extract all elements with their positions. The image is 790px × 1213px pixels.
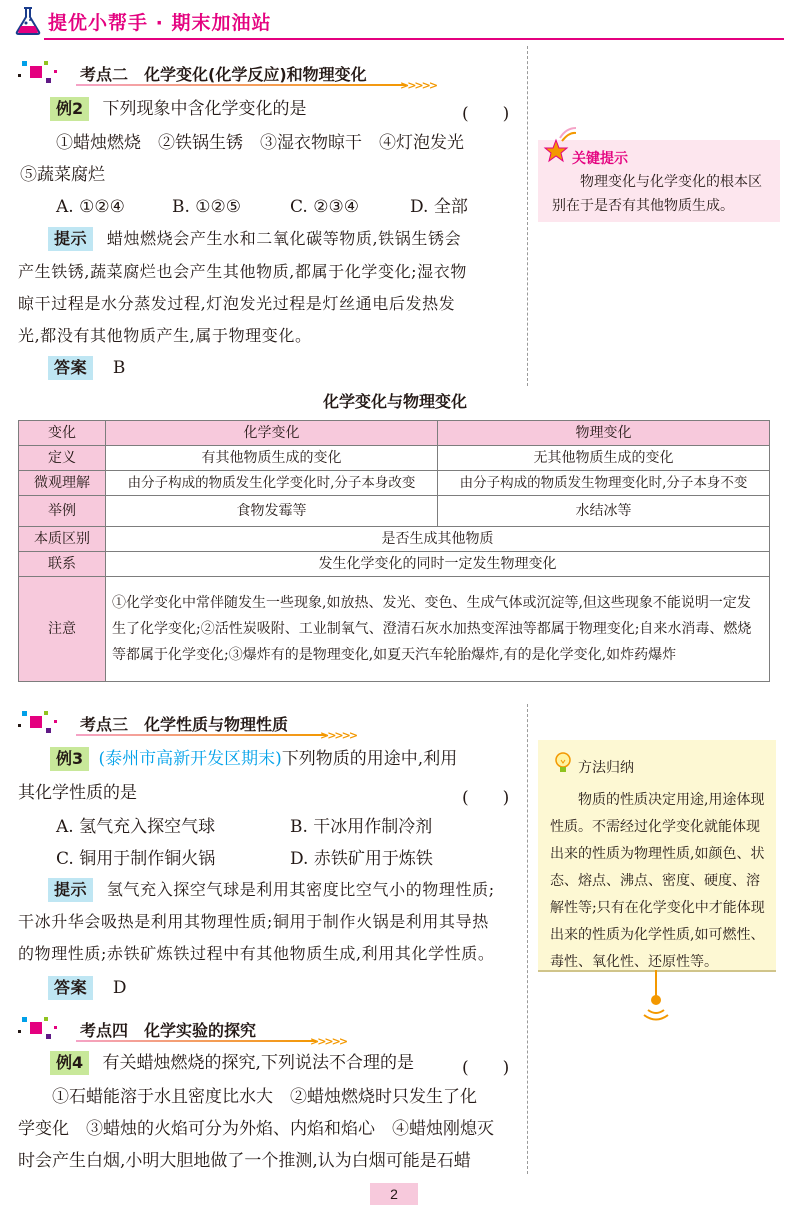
- table-row: 定义 有其他物质生成的变化 无其他物质生成的变化: [19, 446, 770, 471]
- answer-line: [48, 972, 127, 1004]
- title-underline: [76, 1040, 316, 1042]
- arrows-icon: >>>>>: [320, 729, 357, 742]
- answer-tag: 答案: [48, 976, 93, 1000]
- example-3-question: [50, 742, 457, 776]
- example-4-line: 学变化 ③蜡烛的火焰可分为外焰、内焰和焰心 ④蜡烛刚熄灭: [18, 1119, 494, 1139]
- section-title: 考点三 化学性质与物理性质: [80, 715, 289, 734]
- key-tip-body: 物理变化与化学变化的根本区别在于是否有其他物质生成。: [552, 174, 762, 214]
- column-divider: [527, 704, 529, 1174]
- squares-icon: [16, 708, 68, 738]
- star-icon: [536, 124, 576, 164]
- hint-line: 光,都没有其他物质产生,属于物理变化。: [18, 326, 312, 345]
- example-tag: 例4: [50, 1051, 89, 1075]
- question-source: (泰州市高新开发区期末): [98, 749, 282, 769]
- column-divider: [527, 46, 529, 386]
- method-title: 方法归纳: [578, 760, 634, 776]
- section-title: 考点四 化学实验的探究: [80, 1021, 257, 1040]
- option-d: D. 全部: [410, 197, 468, 217]
- hint-line: 干冰升华会吸热是利用其物理性质;铜用于制作火锅是利用其导热: [18, 912, 489, 931]
- section-heading: [16, 708, 516, 742]
- example-2-question: [50, 92, 307, 126]
- option-c: C. ②③④: [290, 197, 359, 217]
- answer-line: [48, 352, 126, 384]
- hint-line: 提示 氢气充入探空气球是利用其密度比空气小的物理性质;: [48, 874, 495, 906]
- header-title: 提优小帮手 · 期末加油站: [48, 12, 272, 34]
- table-row: 联系 发生化学变化的同时一定发生物理变化: [19, 552, 770, 577]
- arrows-icon: >>>>>: [310, 1035, 347, 1048]
- question-text: 其化学性质的是: [18, 783, 137, 803]
- pendant-icon: [640, 970, 672, 1026]
- hint-line: 产生铁锈,蔬菜腐烂也会产生其他物质,都属于化学变化;湿衣物: [18, 262, 467, 281]
- option-b: B. 干冰用作制冷剂: [290, 817, 433, 837]
- table-header-row: 变化 化学变化 物理变化: [19, 421, 770, 446]
- hint-tag: 提示: [48, 878, 93, 902]
- answer-blank: ( ): [462, 1058, 510, 1078]
- section-title: 考点二 化学变化(化学反应)和物理变化: [80, 65, 367, 84]
- title-underline: [76, 734, 326, 736]
- option-d: D. 赤铁矿用于炼铁: [290, 849, 433, 869]
- table-row: 微观理解 由分子构成的物质发生化学变化时,分子本身改变 由分子构成的物质发生物理变化时,分子本身不变: [19, 471, 770, 496]
- option-a: A. ①②④: [56, 197, 125, 217]
- option-b: B. ①②⑤: [172, 197, 242, 217]
- arrows-icon: >>>>>: [400, 79, 437, 92]
- example-2-items: ⑤蔬菜腐烂: [20, 165, 105, 185]
- page-number: 2: [370, 1183, 418, 1205]
- question-text: 下列现象中含化学变化的是: [102, 99, 307, 119]
- key-tip-title: 关键提示: [572, 151, 628, 167]
- title-underline: [76, 84, 406, 86]
- example-4-line: 时会产生白烟,小明大胆地做了一个推测,认为白烟可能是石蜡: [18, 1151, 471, 1171]
- section-heading: [16, 1014, 516, 1048]
- example-4-question: [50, 1046, 414, 1080]
- example-4-line: ①石蜡能溶于水且密度比水大 ②蜡烛燃烧时只发生了化: [52, 1087, 477, 1107]
- hint-tag: 提示: [48, 227, 93, 251]
- header-divider: [44, 38, 784, 40]
- option-a: A. 氢气充入探空气球: [56, 817, 216, 837]
- lightbulb-icon: [552, 750, 574, 776]
- answer-blank: ( ): [462, 104, 510, 124]
- section-heading: [16, 58, 516, 92]
- hint-line: 提示 蜡烛燃烧会产生水和二氧化碳等物质,铁锅生锈会: [48, 223, 461, 255]
- squares-icon: [16, 58, 68, 88]
- hint-line: 晾干过程是水分蒸发过程,灯泡发光过程是灯丝通电后发热发: [18, 294, 456, 313]
- question-text: 下列物质的用途中,利用: [281, 749, 458, 769]
- example-tag: 例3: [50, 747, 89, 771]
- answer-tag: 答案: [48, 356, 93, 380]
- table-title: 化学变化与物理变化: [322, 392, 467, 411]
- comparison-table: [18, 420, 770, 682]
- page-header: [0, 0, 790, 44]
- squares-icon: [16, 1014, 68, 1044]
- table-row: 本质区别 是否生成其他物质: [19, 527, 770, 552]
- table-row: 注意 ①化学变化中常伴随发生一些现象,如放热、发光、变色、生成气体或沉淀等,但这些现象不能说明一定发生了化学变化;②活性炭吸附、工业制氧气、澄清石灰水加热变浑浊等都属于物理变化;自来水消毒、燃烧等都属于化学变化;③爆炸有的是物理变化,如夏天汽车轮胎爆炸,有的是化学变化,如炸药爆炸: [19, 577, 770, 682]
- answer-value: D: [112, 978, 128, 998]
- flask-icon: [14, 6, 42, 36]
- hint-line: 的物理性质;赤铁矿炼铁过程中有其他物质生成,利用其化学性质。: [18, 944, 495, 963]
- answer-blank: ( ): [462, 788, 510, 808]
- answer-value: B: [112, 358, 126, 378]
- question-text: 有关蜡烛燃烧的探究,下列说法不合理的是: [102, 1053, 414, 1073]
- option-c: C. 铜用于制作铜火锅: [56, 849, 216, 869]
- example-2-items: ①蜡烛燃烧 ②铁锅生锈 ③湿衣物晾干 ④灯泡发光: [56, 133, 464, 153]
- example-tag: 例2: [50, 97, 89, 121]
- method-body: 物质的性质决定用途,用途体现性质。不需经过化学变化就能体现出来的性质为物理性质,如颜色、状态、熔点、沸点、密度、硬度、溶解性等;只有在化学变化中才能体现出来的性质为化学性质,如可燃性、毒性、氧化性、还原性等。: [550, 792, 765, 970]
- table-note: ①化学变化中常伴随发生一些现象,如放热、发光、变色、生成气体或沉淀等,但这些现象不能说明一定发生了化学变化;②活性炭吸附、工业制氧气、澄清石灰水加热变浑浊等都属于物理变化;自来水消毒、燃烧等都属于化学变化;③爆炸有的是物理变化,如夏天汽车轮胎爆炸,有的是化学变化,如炸药爆炸: [106, 577, 770, 682]
- table-row: 举例 食物发霉等 水结冰等: [19, 496, 770, 527]
